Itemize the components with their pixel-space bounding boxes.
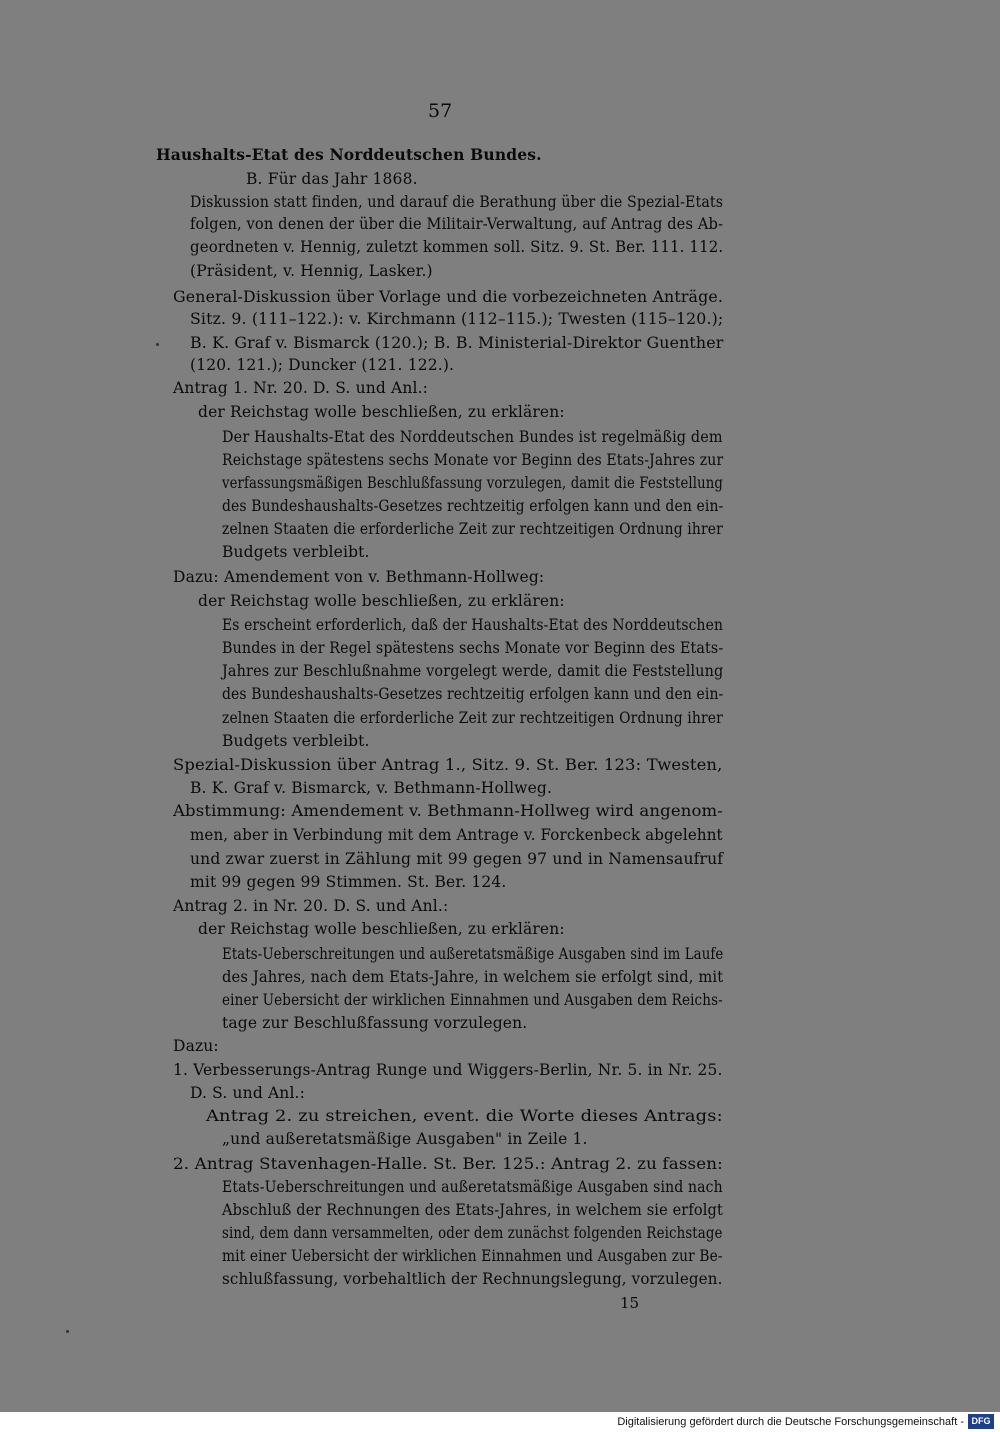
text-line: des Jahres, nach dem Etats-Jahre, in welchem sie erfolgt sind, mit bbox=[222, 968, 724, 986]
text-line: Dazu: Amendement von v. Bethmann-Hollweg: bbox=[173, 568, 545, 586]
text-line: Antrag 2. in Nr. 20. D. S. und Anl.: bbox=[173, 897, 449, 915]
text-line: Der Haushalts-Etat des Norddeutschen Bundes ist regelmäßig dem bbox=[222, 428, 723, 446]
text-line: zelnen Staaten die erforderliche Zeit zur rechtzeitigen Ordnung ihrer bbox=[222, 520, 723, 538]
text-line: Antrag 1. Nr. 20. D. S. und Anl.: bbox=[173, 379, 429, 397]
text-line: Budgets verbleibt. bbox=[222, 732, 370, 750]
text-line: der Reichstag wolle beschließen, zu erklären: bbox=[198, 592, 565, 610]
text-line: Budgets verbleibt. bbox=[222, 543, 370, 561]
text-line: Spezial-Diskussion über Antrag 1., Sitz. 9. St. Ber. 123: Twesten, bbox=[173, 756, 723, 774]
text-line: zelnen Staaten die erforderliche Zeit zur rechtzeitigen Ordnung ihrer bbox=[222, 709, 723, 727]
text-line: mit 99 gegen 99 Stimmen. St. Ber. 124. bbox=[190, 873, 507, 891]
text-line: Etats-Ueberschreitungen und außeretatsmäßige Ausgaben sind im Laufe bbox=[222, 945, 724, 963]
text-line: Antrag 2. zu streichen, event. die Worte dieses Antrags: bbox=[206, 1107, 723, 1125]
text-line: sind, dem dann versammelten, oder dem zunächst folgenden Reichstage bbox=[222, 1224, 723, 1242]
text-line: „und außeretatsmäßige Ausgaben" in Zeile 1. bbox=[222, 1130, 588, 1148]
text-line: des Bundeshaushalts-Gesetzes rechtzeitig erfolgen kann und den ein- bbox=[222, 685, 724, 703]
text-line: Sitz. 9. (111–122.): v. Kirchmann (112–115.); Twesten (115–120.); bbox=[190, 310, 724, 328]
text-line: der Reichstag wolle beschließen, zu erklären: bbox=[198, 403, 565, 421]
text-line: schlußfassung, vorbehaltlich der Rechnungslegung, vorzulegen. bbox=[222, 1270, 723, 1288]
text-line: Etats-Ueberschreitungen und außeretatsmäßige Ausgaben sind nach bbox=[222, 1178, 723, 1196]
text-line: Jahres zur Beschlußnahme vorgelegt werde, damit die Feststellung bbox=[222, 662, 724, 680]
text-line: des Bundeshaushalts-Gesetzes rechtzeitig erfolgen kann und den ein- bbox=[222, 497, 724, 515]
text-line: Bundes in der Regel spätestens sechs Monate vor Beginn des Etats- bbox=[222, 639, 724, 657]
text-line: Dazu: bbox=[173, 1037, 219, 1055]
text-line: Diskussion statt finden, und darauf die Berathung über die Spezial-Etats bbox=[190, 193, 724, 211]
text-line: B. K. Graf v. Bismarck (120.); B. B. Ministerial-Direktor Guenther bbox=[190, 334, 724, 352]
text-line: einer Uebersicht der wirklichen Einnahmen und Ausgaben dem Reichs- bbox=[222, 991, 723, 1009]
text-line: der Reichstag wolle beschließen, zu erklären: bbox=[198, 920, 565, 938]
text-line: mit einer Uebersicht der wirklichen Einnahmen und Ausgaben zur Be- bbox=[222, 1247, 723, 1265]
text-line: und zwar zuerst in Zählung mit 99 gegen 97 und in Namensaufruf bbox=[190, 850, 724, 868]
text-line: (Präsident, v. Hennig, Lasker.) bbox=[190, 262, 433, 280]
text-line: geordneten v. Hennig, zuletzt kommen soll. Sitz. 9. St. Ber. 111. 112. bbox=[190, 238, 724, 256]
text-line: tage zur Beschlußfassung vorzulegen. bbox=[222, 1014, 528, 1032]
text-line: General-Diskussion über Vorlage und die vorbezeichneten Anträge. bbox=[173, 288, 724, 306]
text-line: Abstimmung: Amendement v. Bethmann-Hollweg wird angenom- bbox=[173, 802, 724, 820]
text-line: men, aber in Verbindung mit dem Antrage v. Forckenbeck abgelehnt bbox=[190, 826, 723, 844]
scan-speck bbox=[156, 343, 159, 346]
text-line: verfassungsmäßigen Beschlußfassung vorzulegen, damit die Feststellung bbox=[222, 474, 723, 492]
section-heading: Haushalts-Etat des Norddeutschen Bundes. bbox=[156, 145, 542, 164]
text-line: 1. Verbesserungs-Antrag Runge und Wiggers-Berlin, Nr. 5. in Nr. 25. bbox=[173, 1061, 723, 1079]
text-line: folgen, von denen der über die Militair-Verwaltung, auf Antrag des Ab- bbox=[190, 215, 724, 233]
text-line: Reichstage spätestens sechs Monate vor Beginn des Etats-Jahres zur bbox=[222, 451, 724, 469]
signature-mark: 15 bbox=[620, 1294, 640, 1312]
text-line: B. Für das Jahr 1868. bbox=[246, 170, 418, 188]
page-number: 57 bbox=[428, 100, 453, 122]
footer-credit: Digitalisierung gefördert durch die Deutsche Forschungsgemeinschaft - bbox=[617, 1416, 964, 1428]
scan-speck bbox=[66, 1330, 69, 1333]
text-line: D. S. und Anl.: bbox=[190, 1084, 305, 1102]
text-line: Es erscheint erforderlich, daß der Haushalts-Etat des Norddeutschen bbox=[222, 616, 724, 634]
text-line: B. K. Graf v. Bismarck, v. Bethmann-Hollweg. bbox=[190, 779, 553, 797]
text-line: Abschluß der Rechnungen des Etats-Jahres, in welchem sie erfolgt bbox=[222, 1201, 723, 1219]
dfg-logo: DFG bbox=[968, 1414, 994, 1429]
text-line: 2. Antrag Stavenhagen-Halle. St. Ber. 125.: Antrag 2. zu fassen: bbox=[173, 1155, 723, 1173]
text-line: (120. 121.); Duncker (121. 122.). bbox=[190, 356, 455, 374]
